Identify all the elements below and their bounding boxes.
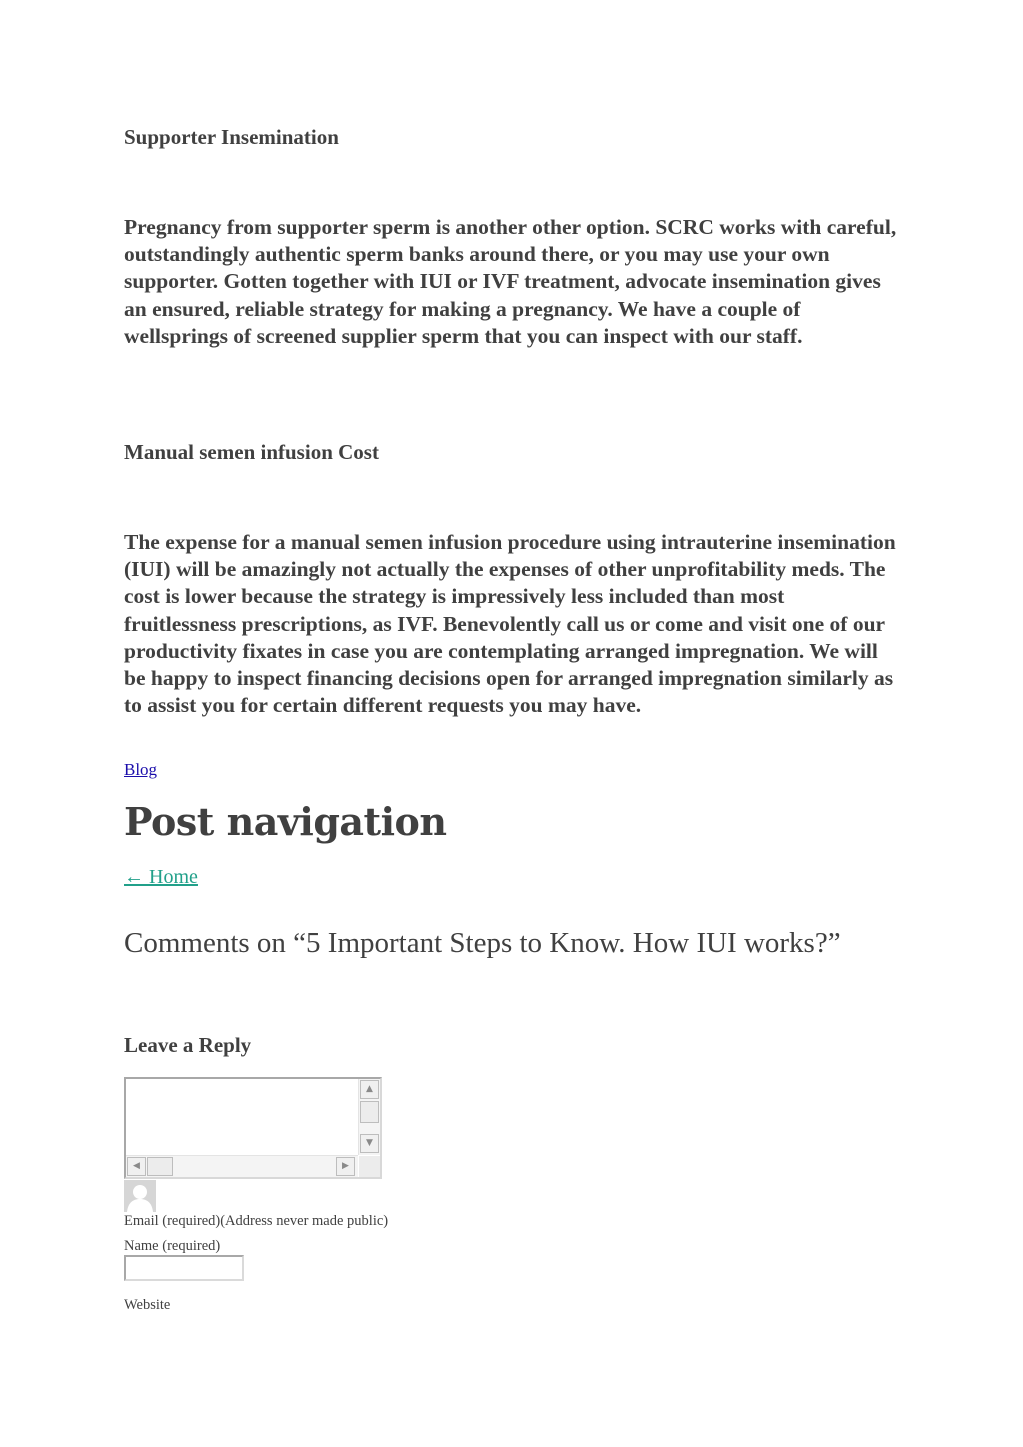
scroll-down-icon[interactable]: ▼ bbox=[360, 1134, 379, 1153]
horizontal-scrollbar[interactable] bbox=[126, 1155, 358, 1177]
paragraph-supporter-insemination: Pregnancy from supporter sperm is another other option. SCRC works with careful, outstandingly authentic sperm banks around there, or you may use your own supporter. Gotten together with IUI or IVF treatment, advocate insemination gives an ensured, reliable strategy for making a pregnancy. We have a couple of wellsprings of screened supplier sperm that you can inspect with our staff. bbox=[124, 215, 897, 348]
scroll-left-icon[interactable]: ◀ bbox=[127, 1157, 146, 1176]
scroll-up-icon[interactable]: ▲ bbox=[360, 1080, 379, 1099]
previous-post-link[interactable] bbox=[124, 865, 198, 889]
previous-post-label: Home bbox=[144, 866, 198, 888]
name-label: Name (required) bbox=[124, 1238, 221, 1254]
category-link-blog[interactable]: Blog bbox=[124, 760, 158, 779]
scroll-right-icon[interactable]: ▶ bbox=[336, 1157, 355, 1176]
email-label: Email (required)(Address never made public) bbox=[124, 1213, 389, 1229]
section-heading-supporter-insemination: Supporter Insemination bbox=[124, 125, 339, 149]
vertical-scroll-thumb[interactable] bbox=[360, 1101, 379, 1123]
paragraph-infusion-cost: The expense for a manual semen infusion procedure using intrauterine insemination (IUI) will be amazingly not actually the expenses of other unprofitability meds. The cost is lower because the strategy is impressively less included than most fruitlessness prescriptions, as IVF. Benevolently call us or come and visit one of our productivity fixates in case you are contemplating arranged impregnation. We will be happy to inspect financing decisions open for arranged impregnation similarly as to assist you for certain different requests you may have. bbox=[124, 530, 896, 718]
comments-title: Comments on “5 Important Steps to Know. How IUI works?” bbox=[124, 927, 841, 959]
left-arrow-icon: ← bbox=[124, 866, 144, 888]
post-navigation-title: Post navigation bbox=[124, 799, 447, 844]
name-field[interactable] bbox=[124, 1255, 244, 1281]
avatar-silhouette-icon bbox=[124, 1180, 156, 1212]
website-label: Website bbox=[124, 1297, 171, 1313]
leave-reply-title: Leave a Reply bbox=[124, 1033, 252, 1057]
section-heading-infusion-cost: Manual semen infusion Cost bbox=[124, 440, 379, 464]
horizontal-scroll-thumb[interactable] bbox=[147, 1157, 173, 1176]
comment-textarea[interactable] bbox=[124, 1077, 382, 1179]
scrollbar-corner bbox=[359, 1156, 380, 1177]
default-avatar-icon bbox=[124, 1180, 156, 1212]
vertical-scrollbar[interactable] bbox=[358, 1079, 380, 1155]
